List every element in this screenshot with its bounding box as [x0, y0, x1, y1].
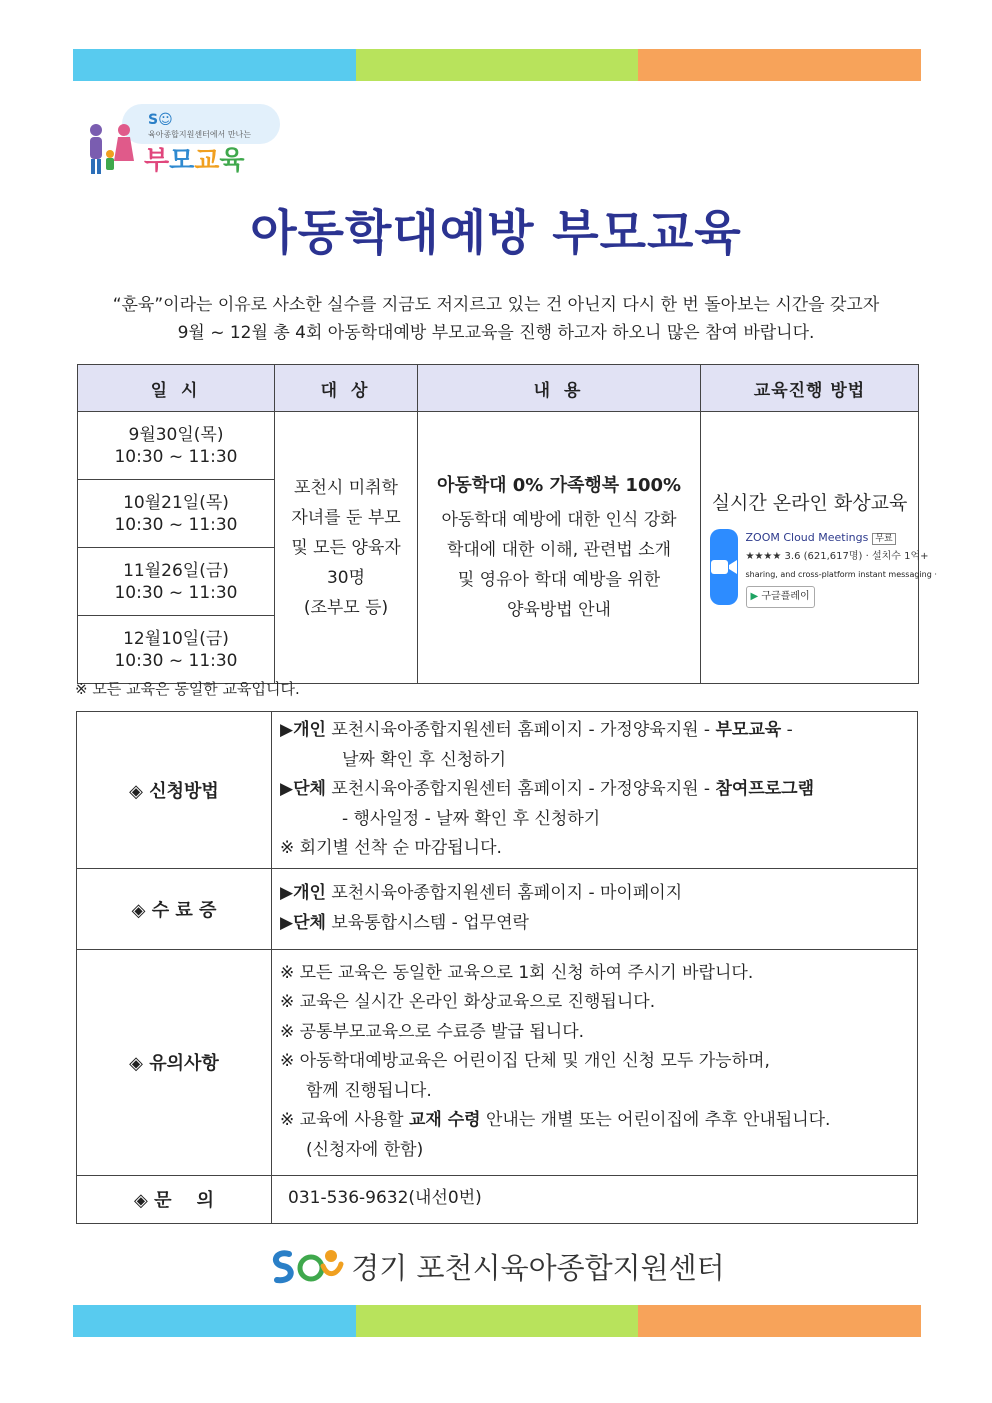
session-time: 10:30 ~ 11:30: [114, 650, 238, 671]
content-cell: [418, 412, 701, 684]
note-item: ※ 교육은 실시간 온라인 화상교육으로 진행됩니다.: [280, 992, 656, 1013]
note-item: ※ 공통부모교육으로 수료증 발급 됩니다.: [280, 1021, 585, 1042]
session-cell: [78, 480, 275, 548]
footer: [0, 1244, 992, 1292]
certificate-group: [280, 909, 909, 939]
logo-brand: [144, 140, 245, 177]
logo-brand-char: 모: [169, 146, 195, 176]
target-line: 자녀를 둔 부모: [291, 507, 401, 528]
zoom-app-name: ZOOM Cloud Meetings: [745, 530, 869, 544]
session-date: 12월10일(금): [123, 628, 229, 649]
group-tag: ▶단체: [280, 912, 326, 933]
notes-label: ◈ 유의사항: [77, 949, 272, 1175]
target-line: 30명: [326, 567, 366, 588]
zoom-rating: ★★★★ 3.6 (621,617명) · 설치수 1억+: [745, 550, 929, 562]
header-datetime: 일 시: [78, 365, 275, 412]
logo-brand-char: 육: [219, 146, 245, 176]
apply-group-bold: 참여프로그램: [715, 779, 815, 799]
session-cell: [78, 616, 275, 684]
session-time: 10:30 ~ 11:30: [114, 582, 238, 603]
zoom-free-badge: 무료: [872, 533, 895, 545]
notes-row: [77, 949, 918, 1175]
session-cell: [78, 412, 275, 480]
footer-logo: [267, 1244, 724, 1288]
header-content: 내 용: [418, 365, 701, 412]
note-same-content: ※ 모든 교육은 동일한 교육입니다.: [75, 680, 300, 698]
footer-org-name: 경기 포천시육아종합지원센터: [351, 1250, 725, 1285]
apply-note: ※ 회기별 선착 순 마감됩니다.: [280, 838, 502, 858]
certificate-individual: [280, 879, 909, 909]
family-illustration-icon: [84, 120, 140, 176]
zoom-app-card: [710, 529, 937, 608]
certificate-individual-text: 포천시육아종합지원센터 홈페이지 - 마이페이지: [325, 883, 683, 903]
session-cell: [78, 548, 275, 616]
target-cell: [275, 412, 418, 684]
certificate-body: [272, 868, 918, 949]
logo: [82, 104, 282, 176]
target-line: (조부모 등): [303, 597, 389, 618]
session-date: 11월26일(금): [123, 560, 229, 581]
individual-tag: ▶개인: [280, 883, 326, 903]
google-play-label: 구글플레이: [761, 590, 810, 602]
method-text: 실시간 온라인 화상교육: [711, 491, 908, 514]
apply-body: [272, 712, 918, 869]
apply-group-path: 포천시육아종합지원센터 홈페이지 - 가정양육지원 -: [325, 779, 716, 799]
contact-row: [77, 1175, 918, 1223]
session-time: 10:30 ~ 11:30: [114, 514, 238, 535]
apply-label: ◈ 신청방법: [77, 712, 272, 869]
apply-group-cont: - 행사일정 - 날짜 확인 후 신청하기: [342, 808, 601, 829]
page-title: 아동학대예방 부모교육: [250, 205, 742, 261]
apply-individual: [280, 716, 909, 746]
content-line: 아동학대 예방에 대한 인식 강화: [441, 509, 677, 530]
logo-brand-char: 부: [144, 146, 170, 176]
schedule-header-row: [78, 365, 919, 412]
apply-individual-cont: 날짜 확인 후 신청하기: [342, 749, 507, 770]
note-item-cont: 함께 진행됩니다.: [306, 1080, 432, 1101]
logo-tagline: 육아종합지원센터에서 만나는: [148, 130, 252, 139]
target-line: 포천시 미취학: [294, 477, 398, 498]
apply-individual-bold: 부모교육: [715, 720, 782, 740]
individual-tag: ▶개인: [280, 720, 326, 740]
certificate-label: ◈ 수 료 증: [77, 868, 272, 949]
content-line: 학대에 대한 이해, 관련법 소개: [446, 539, 672, 560]
session-time: 10:30 ~ 11:30: [114, 446, 238, 467]
info-table: [76, 711, 918, 1224]
certificate-group-text: 보육통합시스템 - 업무연락: [325, 912, 529, 933]
note-bold: 교재 수령: [409, 1110, 481, 1131]
notes-body: [272, 949, 918, 1175]
apply-individual-tail: -: [781, 720, 793, 740]
top-color-band: [73, 49, 921, 81]
target-line: 및 모든 양육자: [291, 537, 401, 558]
content-line: 양육방법 안내: [507, 599, 611, 620]
session-date: 10월21일(목): [123, 492, 229, 513]
note-item: [280, 1106, 909, 1136]
header-method: 교육진행 방법: [701, 365, 919, 412]
zoom-description: sharing, and cross-platform instant messaging ·: [745, 569, 937, 579]
note-item: ※ 모든 교육은 동일한 교육으로 1회 신청 하여 주시기 바랍니다.: [280, 962, 754, 983]
google-play-badge: [746, 586, 815, 608]
note-item: ※ 아동학대예방교육은 어린이집 단체 및 개인 신청 모두 가능하며,: [280, 1051, 770, 1072]
method-cell: [701, 412, 937, 684]
center-logo-icon: [267, 1244, 345, 1288]
header-target: 대 상: [275, 365, 418, 412]
content-headline: 아동학대 0% 가족행복 100%: [436, 474, 682, 496]
logo-mark-icon: S☺: [148, 112, 173, 128]
play-store-icon: ▶: [750, 590, 759, 602]
intro-line-1: “훈육”이라는 이유로 사소한 실수를 지금도 저지르고 있는 건 아닌지 다시 한 번 돌아보는 시간을 갖고자: [112, 295, 880, 315]
session-date: 9월30일(목): [128, 424, 224, 445]
certificate-row: [77, 868, 918, 949]
note-text: ※ 교육에 사용할: [280, 1110, 409, 1131]
schedule-row: [78, 412, 919, 480]
group-tag: ▶단체: [280, 779, 326, 799]
apply-row: [77, 712, 918, 869]
contact-phone: 031-536-9632(내선0번): [272, 1175, 918, 1223]
logo-brand-char: 교: [194, 146, 220, 176]
note-text: 안내는 개별 또는 어린이집에 추후 안내됩니다.: [480, 1110, 831, 1131]
content-line: 및 영유아 학대 예방을 위한: [457, 569, 661, 590]
zoom-info: [746, 529, 937, 608]
contact-label: ◈ 문 의: [77, 1175, 272, 1223]
bottom-color-band: [73, 1305, 921, 1337]
intro-line-2: 9월 ~ 12월 총 4회 아동학대예방 부모교육을 진행 하고자 하오니 많은 참여 바랍니다.: [177, 323, 815, 343]
schedule-table: [77, 364, 937, 684]
note-item-cont: (신청자에 한함): [306, 1139, 424, 1160]
apply-individual-path: 포천시육아종합지원센터 홈페이지 - 가정양육지원 -: [325, 720, 716, 740]
apply-group: [280, 775, 909, 805]
zoom-video-icon: [710, 529, 738, 605]
